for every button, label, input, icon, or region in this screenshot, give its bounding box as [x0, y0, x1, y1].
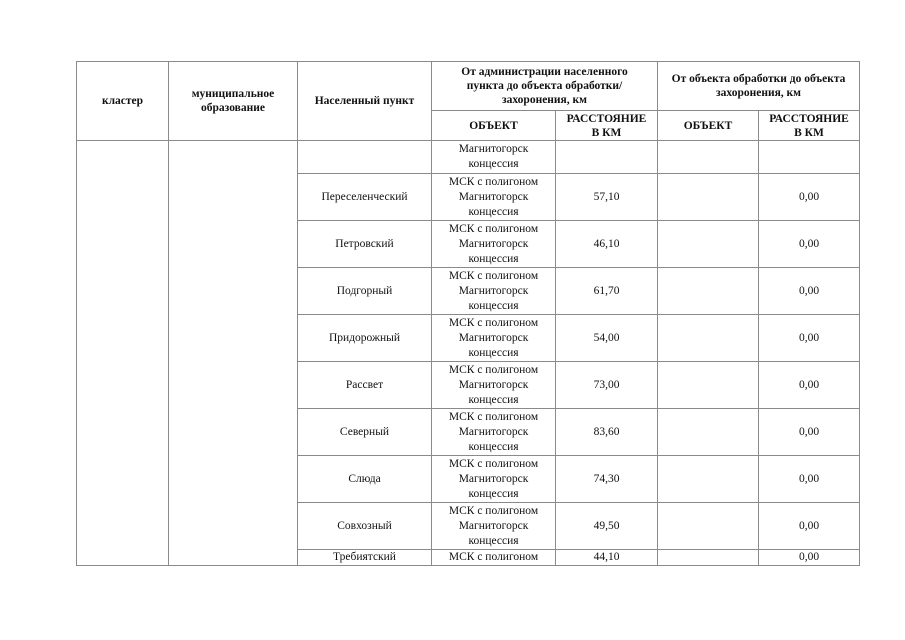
distance-2-cell: 0,00 — [759, 221, 860, 268]
distance-2-cell: 0,00 — [759, 503, 860, 550]
settlement-cell — [298, 141, 432, 174]
object-cell: МСК с полигоном Магнитогорск концессия — [432, 268, 556, 315]
distance-cell: 54,00 — [556, 315, 658, 362]
distance-cell: 44,10 — [556, 550, 658, 566]
object-2-cell — [658, 315, 759, 362]
header-group-from-processing: От объекта обработки до объекта захоронения, км — [658, 62, 860, 111]
object-2-cell — [658, 268, 759, 315]
object-cell: МСК с полигоном Магнитогорск концессия — [432, 503, 556, 550]
table-row — [77, 141, 860, 174]
header-distance: РАССТОЯНИЕ В КМ — [556, 111, 658, 141]
object-cell: МСК с полигоном Магнитогорск концессия — [432, 362, 556, 409]
distance-cell — [556, 141, 658, 174]
object-cell: МСК с полигоном Магнитогорск концессия — [432, 221, 556, 268]
municipality-cell — [169, 141, 298, 566]
settlement-cell: Северный — [298, 409, 432, 456]
distance-cell: 46,10 — [556, 221, 658, 268]
distance-2-cell: 0,00 — [759, 409, 860, 456]
distance-cell: 61,70 — [556, 268, 658, 315]
object-2-cell — [658, 503, 759, 550]
header-object-2: ОБЪЕКТ — [658, 111, 759, 141]
object-cell: МСК с полигоном — [432, 550, 556, 566]
header-object: ОБЪЕКТ — [432, 111, 556, 141]
settlement-cell: Придорожный — [298, 315, 432, 362]
object-cell: Магнитогорск концессия — [432, 141, 556, 174]
object-cell: МСК с полигоном Магнитогорск концессия — [432, 315, 556, 362]
header-settlement: Населенный пункт — [298, 62, 432, 141]
object-cell: МСК с полигоном Магнитогорск концессия — [432, 174, 556, 221]
object-cell: МСК с полигоном Магнитогорск концессия — [432, 409, 556, 456]
distance-2-cell: 0,00 — [759, 550, 860, 566]
distance-2-cell — [759, 141, 860, 174]
object-2-cell — [658, 409, 759, 456]
header-group-from-admin: От администрации населенного пункта до объекта обработки/ захоронения, км — [432, 62, 658, 111]
distance-2-cell: 0,00 — [759, 456, 860, 503]
distance-2-cell: 0,00 — [759, 174, 860, 221]
header-cluster: кластер — [77, 62, 169, 141]
distance-2-cell: 0,00 — [759, 268, 860, 315]
settlement-cell: Подгорный — [298, 268, 432, 315]
distance-cell: 83,60 — [556, 409, 658, 456]
header-row-1 — [77, 62, 860, 111]
settlement-cell: Рассвет — [298, 362, 432, 409]
settlement-cell: Совхозный — [298, 503, 432, 550]
object-2-cell — [658, 456, 759, 503]
distance-table — [76, 61, 860, 566]
distance-cell: 74,30 — [556, 456, 658, 503]
distance-cell: 49,50 — [556, 503, 658, 550]
cluster-cell — [77, 141, 169, 566]
distance-2-cell: 0,00 — [759, 315, 860, 362]
object-2-cell — [658, 362, 759, 409]
object-2-cell — [658, 141, 759, 174]
header-municipality: муниципальное образование — [169, 62, 298, 141]
object-2-cell — [658, 174, 759, 221]
object-2-cell — [658, 550, 759, 566]
settlement-cell: Переселенческий — [298, 174, 432, 221]
distance-2-cell: 0,00 — [759, 362, 860, 409]
object-2-cell — [658, 221, 759, 268]
distance-cell: 73,00 — [556, 362, 658, 409]
distance-cell: 57,10 — [556, 174, 658, 221]
object-cell: МСК с полигоном Магнитогорск концессия — [432, 456, 556, 503]
header-distance-2: РАССТОЯНИЕ В КМ — [759, 111, 860, 141]
settlement-cell: Слюда — [298, 456, 432, 503]
settlement-cell: Петровский — [298, 221, 432, 268]
settlement-cell: Требиятский — [298, 550, 432, 566]
